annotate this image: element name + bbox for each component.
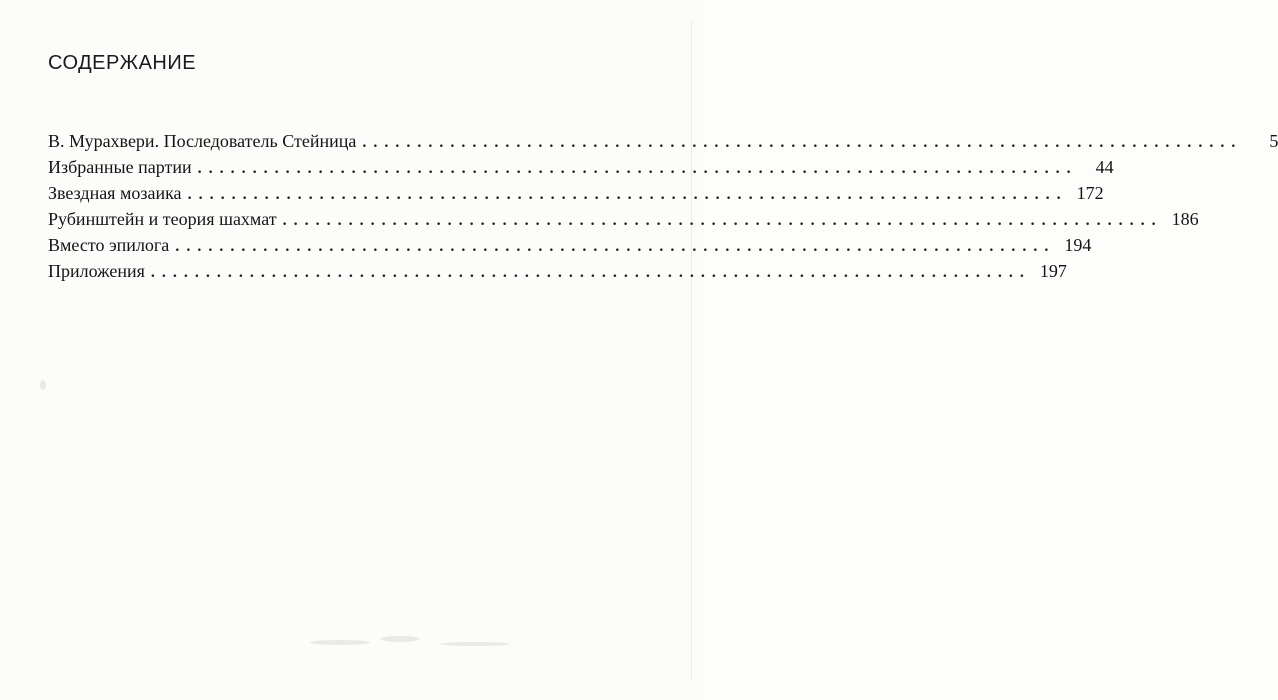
page-edge <box>691 20 692 680</box>
dot-leader: ................................................................................ <box>197 160 1078 177</box>
scan-smudge <box>440 642 510 646</box>
toc-entry <box>48 232 1092 258</box>
toc-entry <box>48 258 1067 284</box>
toc-entry <box>48 206 1199 232</box>
dot-leader: ................................................................................ <box>175 238 1056 255</box>
toc-entry-page: 44 <box>1095 157 1114 177</box>
scan-smudge <box>380 636 420 642</box>
toc-entry <box>48 154 1114 180</box>
dot-leader: ................................................................................ <box>362 134 1243 151</box>
dot-leader: ................................................................................ <box>187 186 1068 203</box>
scan-smudge <box>40 380 46 390</box>
toc-entry-title: Приложения <box>48 261 145 281</box>
contents-heading: СОДЕРЖАНИЕ <box>48 52 197 74</box>
dot-leader: ................................................................................ <box>150 264 1031 281</box>
toc-entry-title: Рубинштейн и теория шахмат <box>48 209 277 229</box>
toc-entry-page: 197 <box>1039 261 1067 281</box>
toc-entry-page: 5 <box>1269 131 1278 151</box>
toc-entry <box>48 128 1278 154</box>
dot-leader: ................................................................................ <box>282 212 1163 229</box>
toc-entry-page: 194 <box>1064 235 1092 255</box>
toc-entry-page: 186 <box>1171 209 1199 229</box>
table-of-contents <box>48 128 1278 284</box>
toc-entry-page: 172 <box>1076 183 1104 203</box>
toc-entry-title: В. Мурахвери. Последователь Стейница <box>48 131 357 151</box>
toc-entry-title: Вместо эпилога <box>48 235 170 255</box>
toc-entry-title: Звездная мозаика <box>48 183 182 203</box>
toc-entry <box>48 180 1104 206</box>
scan-smudge <box>310 640 370 645</box>
toc-entry-title: Избранные партии <box>48 157 192 177</box>
